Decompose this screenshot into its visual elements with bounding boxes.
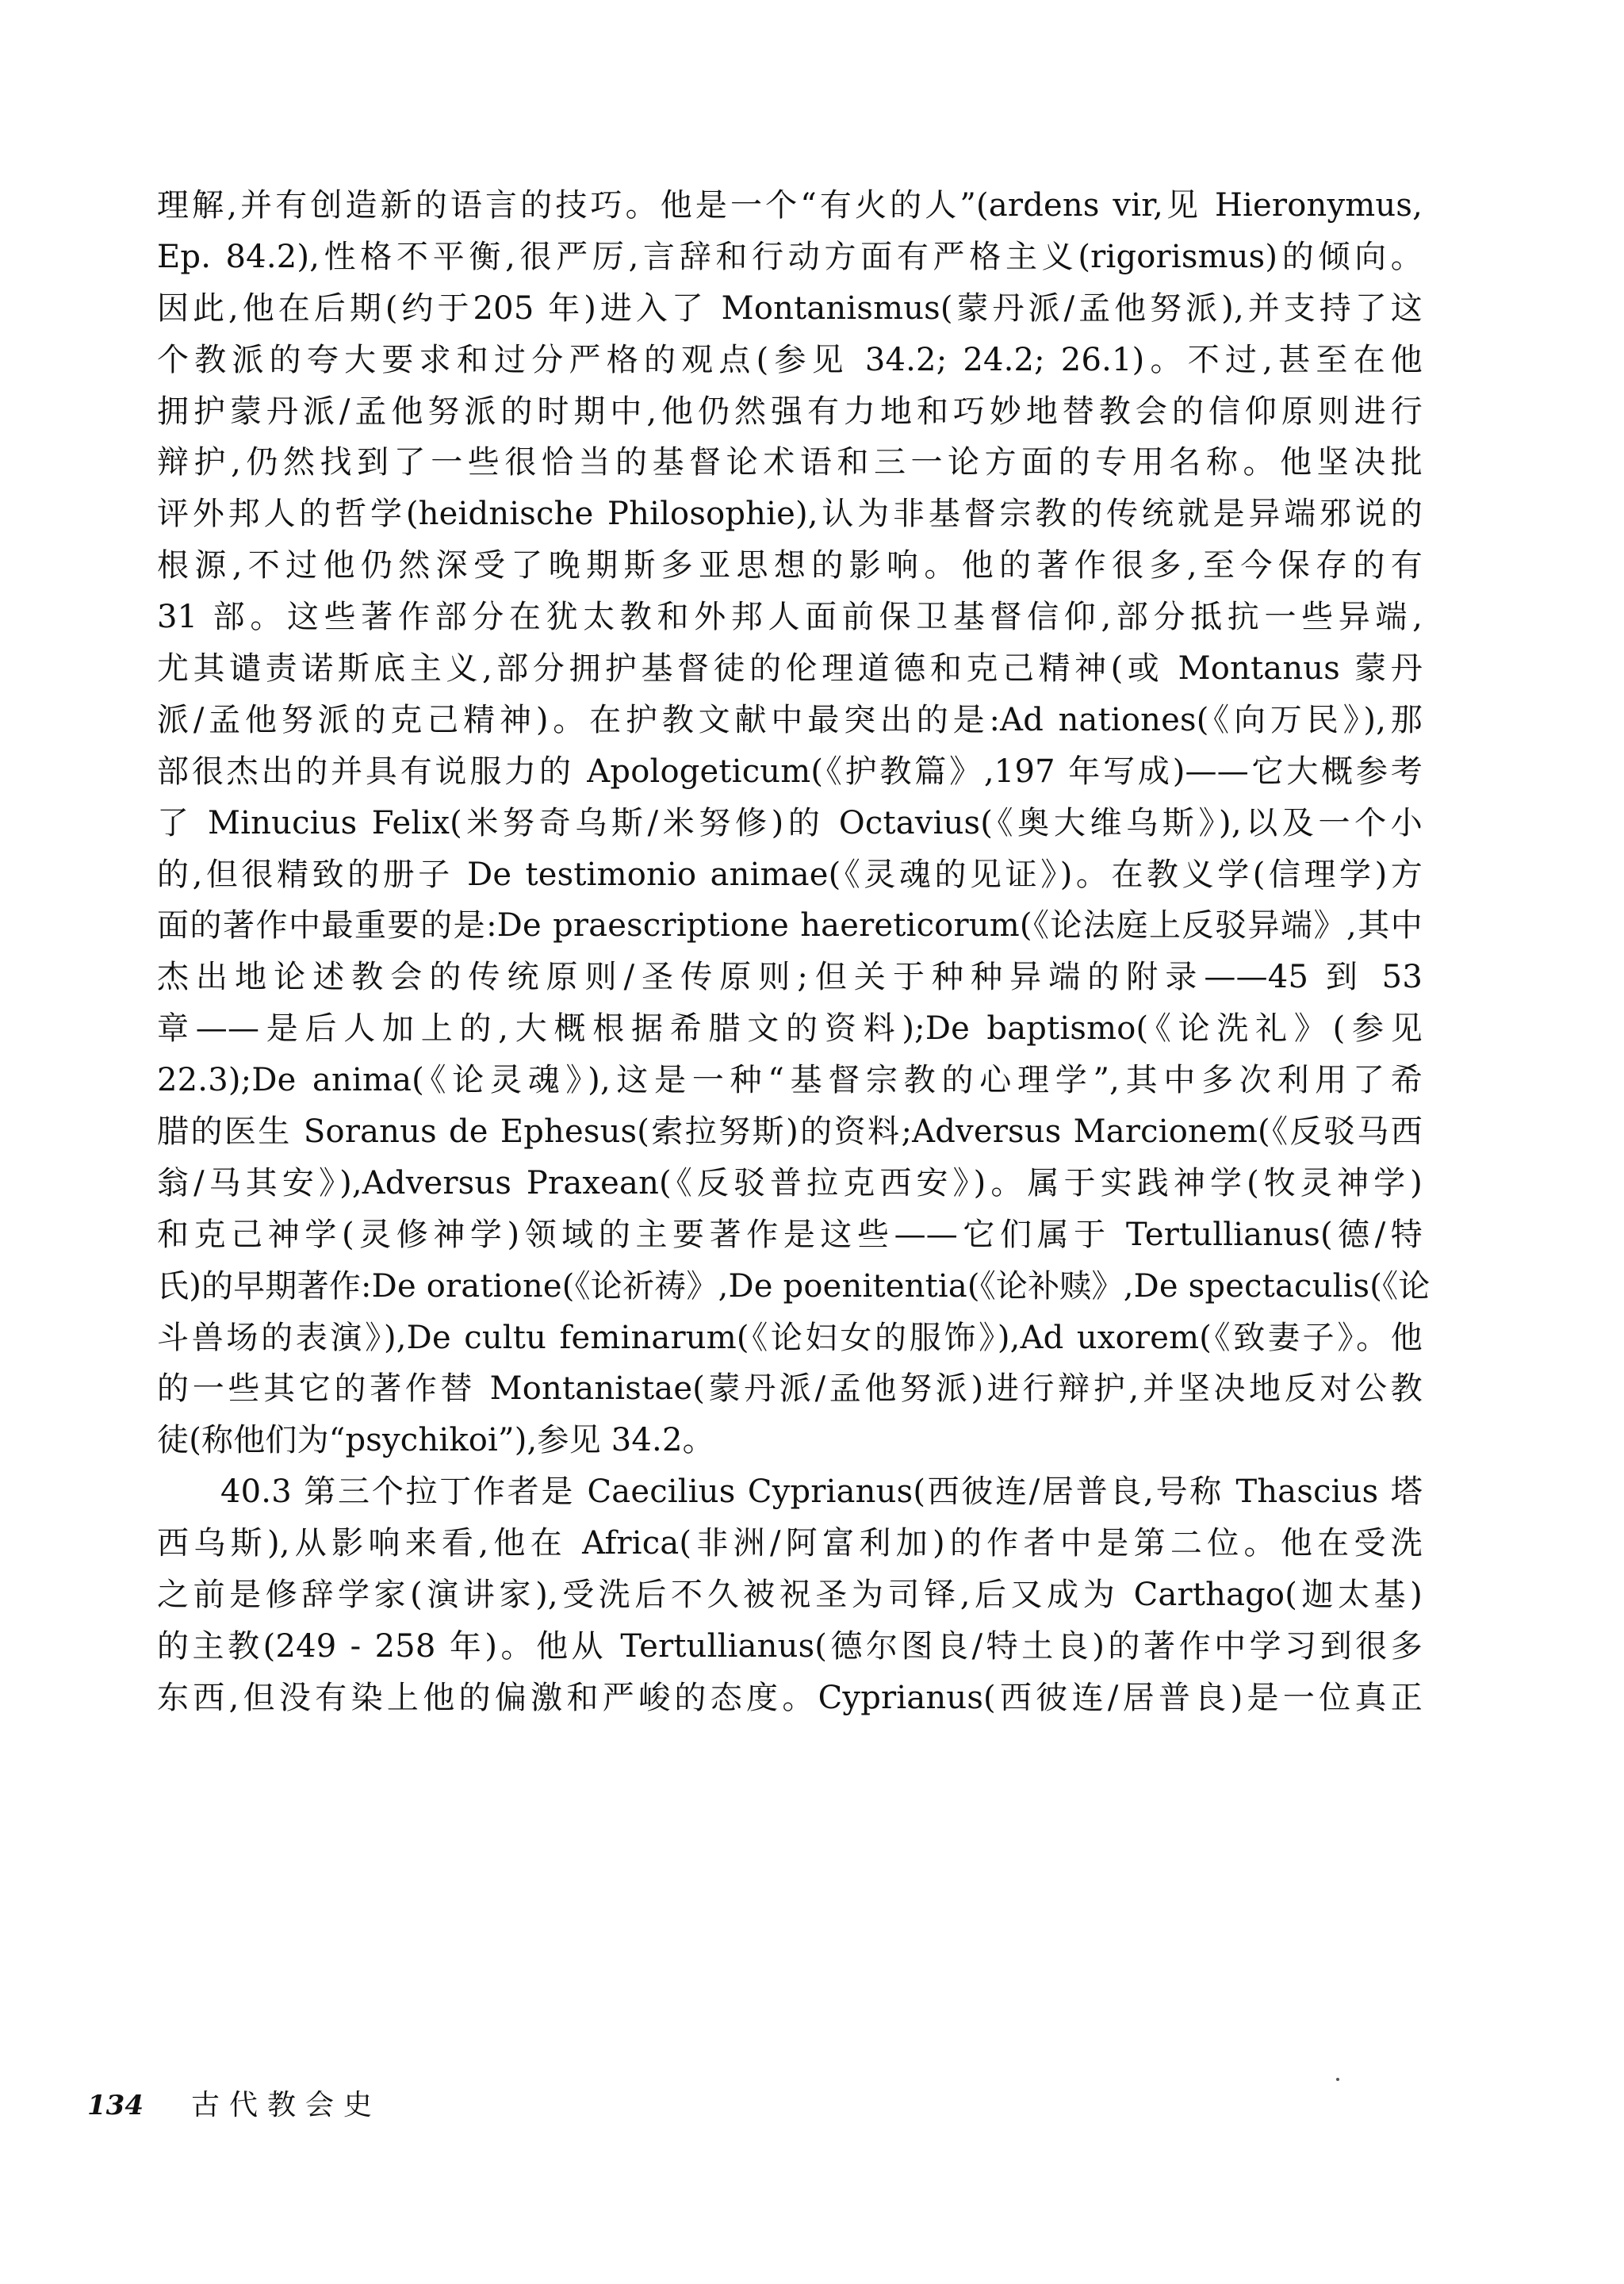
text-line: 和克己神学(灵修神学)领域的主要著作是这些——它们属于 Tertullianus(德/特	[157, 1216, 1423, 1253]
text-line: 东西,但没有染上他的偏激和严峻的态度。Cyprianus(西彼连/居普良)是一位真正	[157, 1679, 1423, 1716]
running-title: 古代教会史	[190, 2089, 381, 2121]
text-line: 个教派的夸大要求和过分严格的观点(参见 34.2; 24.2; 26.1)。不过,甚至在他	[157, 341, 1423, 378]
text-line: Ep. 84.2),性格不平衡,很严厉,言辞和行动方面有严格主义(rigorismus)的倾向。	[157, 238, 1423, 275]
page-footer	[87, 2083, 381, 2130]
paragraph-end-line: 徒(称他们为“psychikoi”),参见 34.2。	[157, 1422, 714, 1459]
page-number: 134	[87, 2090, 144, 2121]
text-line: 氏)的早期著作:De oratione(《论祈祷》,De poenitentia(《论补赎》,De spectaculis(《论	[157, 1267, 1431, 1305]
text-line: 22.3);De anima(《论灵魂》),这是一种“基督宗教的心理学”,其中多次利用了希	[157, 1062, 1423, 1099]
text-line: 斗兽场的表演》),De cultu feminarum(《论妇女的服饰》),Ad uxorem(《致妻子》。他	[157, 1319, 1423, 1356]
text-line: 面的著作中最重要的是:De praescriptione haereticorum(《论法庭上反驳异端》,其中	[157, 907, 1423, 945]
text-line: 之前是修辞学家(演讲家),受洗后不久被祝圣为司铎,后又成为 Carthago(迦太基)	[157, 1577, 1423, 1614]
text-line: 部很杰出的并具有说服力的 Apologeticum(《护教篇》,197 年写成)——它大概参考	[157, 753, 1423, 790]
text-line: 评外邦人的哲学(heidnische Philosophie),认为非基督宗教的传统就是异端邪说的	[157, 496, 1423, 533]
scan-speck	[1336, 2078, 1339, 2081]
text-line: 的一些其它的著作替 Montanistae(蒙丹派/孟他努派)进行辩护,并坚决地反对公教	[157, 1370, 1423, 1408]
text-line: 了 Minucius Felix(米努奇乌斯/米努修)的 Octavius(《奥大维乌斯》),以及一个小	[157, 804, 1423, 841]
text-line: 派/孟他努派的克己精神)。在护教文献中最突出的是:Ad nationes(《向万民》),那	[157, 701, 1423, 738]
text-line: 的主教(249 - 258 年)。他从 Tertullianus(德尔图良/特土良)的著作中学习到很多	[157, 1627, 1423, 1665]
text-line: 杰出地论述教会的传统原则/圣传原则;但关于种种异端的附录——45 到 53	[157, 959, 1423, 996]
text-line: 理解,并有创造新的语言的技巧。他是一个“有火的人”(ardens vir,见 Hieronymus,	[157, 187, 1423, 224]
section-start-line: 40.3 第三个拉丁作者是 Caecilius Cyprianus(西彼连/居普良,号称 Thascius 塔	[220, 1473, 1423, 1511]
text-line: 西乌斯),从影响来看,他在 Africa(非洲/阿富利加)的作者中是第二位。他在受洗	[157, 1525, 1423, 1562]
text-line: 腊的医生 Soranus de Ephesus(索拉努斯)的资料;Adversus Marcionem(《反驳马西	[157, 1113, 1423, 1151]
text-line: 拥护蒙丹派/孟他努派的时期中,他仍然强有力地和巧妙地替教会的信仰原则进行	[157, 393, 1423, 430]
text-line: 31 部。这些著作部分在犹太教和外邦人面前保卫基督信仰,部分抵抗一些异端,	[157, 599, 1423, 636]
body-text	[157, 181, 1431, 1725]
text-line: 章——是后人加上的,大概根据希腊文的资料);De baptismo(《论洗礼》(参见	[157, 1010, 1423, 1048]
text-line: 尤其谴责诺斯底主义,部分拥护基督徒的伦理道德和克己精神(或 Montanus 蒙丹	[157, 650, 1423, 688]
text-line: 翁/马其安》),Adversus Praxean(《反驳普拉克西安》)。属于实践神学(牧灵神学)	[157, 1164, 1423, 1201]
text-line: 辩护,仍然找到了一些很恰当的基督论术语和三一论方面的专用名称。他坚决批	[157, 444, 1423, 481]
text-line: 的,但很精致的册子 De testimonio animae(《灵魂的见证》)。在教义学(信理学)方	[157, 856, 1423, 893]
text-line: 因此,他在后期(约于205 年)进入了 Montanismus(蒙丹派/孟他努派),并支持了这	[157, 289, 1423, 327]
text-line: 根源,不过他仍然深受了晚期斯多亚思想的影响。他的著作很多,至今保存的有	[157, 547, 1423, 584]
